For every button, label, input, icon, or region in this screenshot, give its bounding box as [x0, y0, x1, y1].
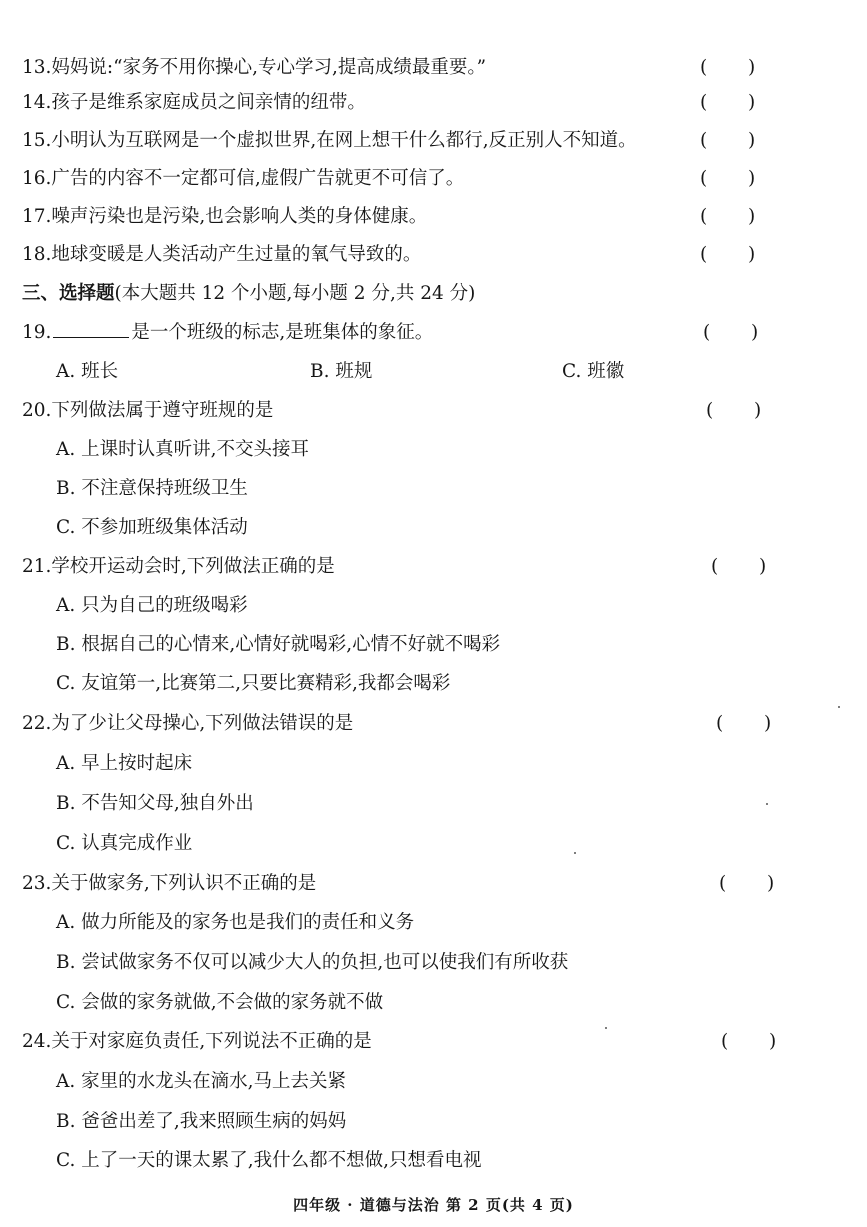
- question-24-option-b[interactable]: B. 爸爸出差了,我来照顾生病的妈妈: [56, 1111, 347, 1132]
- section-heading-multiple-choice: [0, 279, 867, 309]
- question-stem: 关于对家庭负责任,下列说法不正确的是: [51, 1031, 372, 1052]
- question-21-option-a[interactable]: A. 只为自己的班级喝彩: [56, 595, 248, 616]
- question-22-option-c[interactable]: C. 认真完成作业: [56, 833, 193, 854]
- question-number: 19.: [22, 322, 52, 343]
- judgment-item-15: 15.小明认为互联网是一个虚拟世界,在网上想干什么都行,反正别人不知道。 ( ): [22, 130, 756, 151]
- question-number: 14.: [22, 92, 52, 113]
- option-b[interactable]: B. 班规: [310, 361, 373, 382]
- question-21-option-c[interactable]: C. 友谊第一,比赛第二,只要比赛精彩,我都会喝彩: [56, 673, 451, 694]
- question-number: 21.: [22, 556, 52, 577]
- question-22: 22.为了少让父母操心,下列做法错误的是 ( ): [22, 713, 772, 734]
- scan-speck: [838, 706, 840, 708]
- question-stem: 下列做法属于遵守班规的是: [51, 400, 274, 421]
- question-number: 23.: [22, 873, 52, 894]
- question-stem: 为了少让父母操心,下列做法错误的是: [51, 713, 354, 734]
- question-21-option-b[interactable]: B. 根据自己的心情来,心情好就喝彩,心情不好就不喝彩: [56, 634, 501, 655]
- question-text: 小明认为互联网是一个虚拟世界,在网上想干什么都行,反正别人不知道。: [51, 130, 637, 151]
- question-20-option-b[interactable]: B. 不注意保持班级卫生: [56, 478, 248, 499]
- scan-speck: [605, 1027, 607, 1029]
- judgment-item-18: 18.地球变暖是人类活动产生过量的氧气导致的。 ( ): [22, 244, 756, 265]
- question-text: 噪声污染也是污染,也会影响人类的身体健康。: [51, 206, 428, 227]
- question-number: 24.: [22, 1031, 52, 1052]
- judgment-item-13: 13.妈妈说:“家务不用你操心,专心学习,提高成绩最重要。” ( ): [22, 57, 756, 78]
- fill-blank[interactable]: [53, 319, 129, 338]
- scan-speck: [766, 803, 768, 805]
- page-footer: 四年级 · 道德与法治 第 2 页(共 4 页): [293, 1196, 574, 1214]
- scan-speck: [574, 852, 576, 854]
- question-text: 广告的内容不一定都可信,虚假广告就更不可信了。: [51, 168, 465, 189]
- question-text: 妈妈说:“家务不用你操心,专心学习,提高成绩最重要。”: [51, 57, 487, 78]
- question-stem: 学校开运动会时,下列做法正确的是: [51, 556, 335, 577]
- question-text: 是一个班级的标志,是班集体的象征。: [131, 322, 434, 343]
- question-22-option-b[interactable]: B. 不告知父母,独自外出: [56, 793, 254, 814]
- question-number: 22.: [22, 713, 52, 734]
- question-24: 24.关于对家庭负责任,下列说法不正确的是 ( ): [22, 1031, 777, 1052]
- question-23-option-a[interactable]: A. 做力所能及的家务也是我们的责任和义务: [56, 912, 415, 933]
- option-a[interactable]: A. 班长: [56, 361, 119, 382]
- question-number: 15.: [22, 130, 52, 151]
- question-23-option-c[interactable]: C. 会做的家务就做,不会做的家务就不做: [56, 992, 384, 1013]
- question-number: 18.: [22, 244, 52, 265]
- question-19-options: [0, 357, 867, 387]
- question-24-option-c[interactable]: C. 上了一天的课太累了,我什么都不想做,只想看电视: [56, 1150, 482, 1171]
- question-23-option-b[interactable]: B. 尝试做家务不仅可以减少大人的负担,也可以使我们有所收获: [56, 952, 569, 973]
- section-title: 三、选择题: [22, 283, 115, 304]
- question-text: 地球变暖是人类活动产生过量的氧气导致的。: [51, 244, 422, 265]
- question-19: 19. 是一个班级的标志,是班集体的象征。 ( ): [0, 318, 867, 348]
- question-number: 13.: [22, 57, 52, 78]
- question-20-option-a[interactable]: A. 上课时认真听讲,不交头接耳: [56, 439, 310, 460]
- question-stem: 关于做家务,下列认识不正确的是: [51, 873, 317, 894]
- section-note: (本大题共 12 个小题,每小题 2 分,共 24 分): [114, 283, 476, 304]
- judgment-item-16: 16.广告的内容不一定都可信,虚假广告就更不可信了。 ( ): [22, 168, 756, 189]
- question-20-option-c[interactable]: C. 不参加班级集体活动: [56, 517, 248, 538]
- question-20: 20.下列做法属于遵守班规的是 ( ): [22, 400, 762, 421]
- question-23: 23.关于做家务,下列认识不正确的是 ( ): [22, 873, 775, 894]
- question-number: 16.: [22, 168, 52, 189]
- question-number: 17.: [22, 206, 52, 227]
- question-22-option-a[interactable]: A. 早上按时起床: [56, 753, 193, 774]
- question-text: 孩子是维系家庭成员之间亲情的纽带。: [51, 92, 366, 113]
- judgment-item-17: 17.噪声污染也是污染,也会影响人类的身体健康。 ( ): [22, 206, 756, 227]
- question-24-option-a[interactable]: A. 家里的水龙头在滴水,马上去关紧: [56, 1071, 347, 1092]
- judgment-item-14: 14.孩子是维系家庭成员之间亲情的纽带。 ( ): [22, 92, 756, 113]
- question-number: 20.: [22, 400, 52, 421]
- option-c[interactable]: C. 班徽: [562, 361, 625, 382]
- question-21: 21.学校开运动会时,下列做法正确的是 ( ): [22, 556, 767, 577]
